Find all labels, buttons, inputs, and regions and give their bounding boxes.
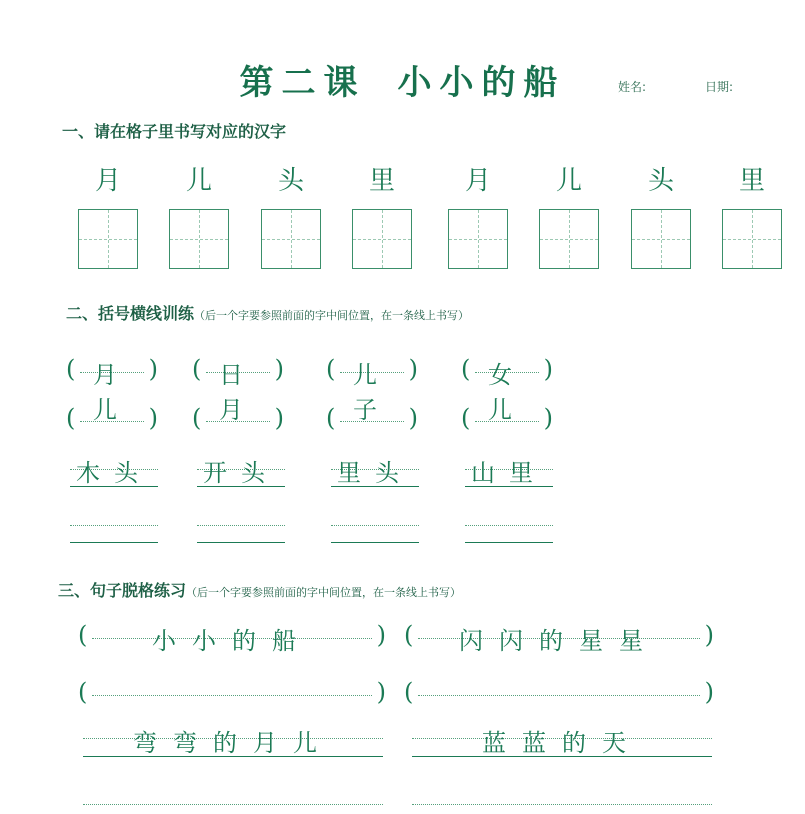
word-blank-line[interactable] <box>465 509 553 543</box>
writing-grid-box[interactable] <box>722 209 782 269</box>
writing-grid-box[interactable] <box>169 209 229 269</box>
bracket-example: ( 月儿 ) <box>66 355 158 424</box>
bracket-blank[interactable]: ( ) <box>192 404 284 432</box>
bracket-blank[interactable]: ( ) <box>66 404 158 432</box>
bracket-text: 儿子 <box>353 361 391 424</box>
name-label: 姓名: <box>618 80 647 94</box>
word-example <box>331 453 419 487</box>
blank-dotted-line[interactable] <box>83 804 383 806</box>
practice-char: 儿 <box>185 166 212 196</box>
practice-char: 月 <box>94 166 121 196</box>
lesson-number: 第二课 <box>239 63 366 103</box>
practice-char: 里 <box>368 166 395 196</box>
section2-heading <box>66 301 469 324</box>
date-label: 日期: <box>705 80 734 94</box>
sentence-blank[interactable]: ( ) <box>404 678 714 706</box>
sentence-text: 小小的船 <box>152 627 312 655</box>
blank-dotted-line[interactable] <box>412 804 712 806</box>
word-blank-line[interactable] <box>70 509 158 543</box>
page-title <box>0 55 805 104</box>
practice-char: 头 <box>647 166 674 196</box>
sentence-example: ( 闪闪的星星 ) <box>404 621 714 655</box>
lesson-name: 小小的船 <box>397 63 566 103</box>
section2-title: 二、括号横线训练 <box>66 304 195 323</box>
bracket-example: ( 女儿 ) <box>461 355 553 424</box>
word-example <box>70 453 158 487</box>
section3-heading <box>58 578 461 601</box>
sentence-text: 闪闪的星星 <box>459 627 659 655</box>
word-blank-line[interactable] <box>331 509 419 543</box>
writing-grid-box[interactable] <box>261 209 321 269</box>
line-example <box>83 723 383 757</box>
word-text: 里头 <box>337 459 413 487</box>
bracket-text: 日月 <box>219 361 257 424</box>
word-example <box>465 453 553 487</box>
section3-title: 三、句子脱格练习 <box>58 581 187 600</box>
sentence-example: ( 小小的船 ) <box>78 621 386 655</box>
section1-heading: 一、请在格子里书写对应的汉字 <box>62 122 287 141</box>
practice-char: 儿 <box>555 166 582 196</box>
bracket-text: 女儿 <box>488 361 526 424</box>
bracket-blank[interactable]: ( ) <box>461 404 553 432</box>
practice-char: 月 <box>464 166 491 196</box>
section2-note: （后一个字要参照前面的字中间位置，在一条线上书写） <box>194 309 470 322</box>
bracket-example: ( 儿子 ) <box>326 355 418 424</box>
word-example <box>197 453 285 487</box>
word-blank-line[interactable] <box>197 509 285 543</box>
writing-grid-box[interactable] <box>448 209 508 269</box>
section3-note: （后一个字要参照前面的字中间位置，在一条线上书写） <box>186 586 462 599</box>
word-text: 山里 <box>471 459 547 487</box>
bracket-blank[interactable]: ( ) <box>326 404 418 432</box>
line-text: 弯弯的月儿 <box>133 729 333 757</box>
practice-char: 头 <box>277 166 304 196</box>
word-text: 开头 <box>203 459 279 487</box>
bracket-example: ( 日月 ) <box>192 355 284 424</box>
writing-grid-box[interactable] <box>352 209 412 269</box>
line-text: 蓝蓝的天 <box>482 729 642 757</box>
bracket-text: 月儿 <box>93 361 131 424</box>
writing-grid-box[interactable] <box>631 209 691 269</box>
sentence-blank[interactable]: ( ) <box>78 678 386 706</box>
writing-grid-box[interactable] <box>78 209 138 269</box>
writing-grid-box[interactable] <box>539 209 599 269</box>
practice-char: 里 <box>738 166 765 196</box>
line-example <box>412 723 712 757</box>
word-text: 木头 <box>76 459 152 487</box>
